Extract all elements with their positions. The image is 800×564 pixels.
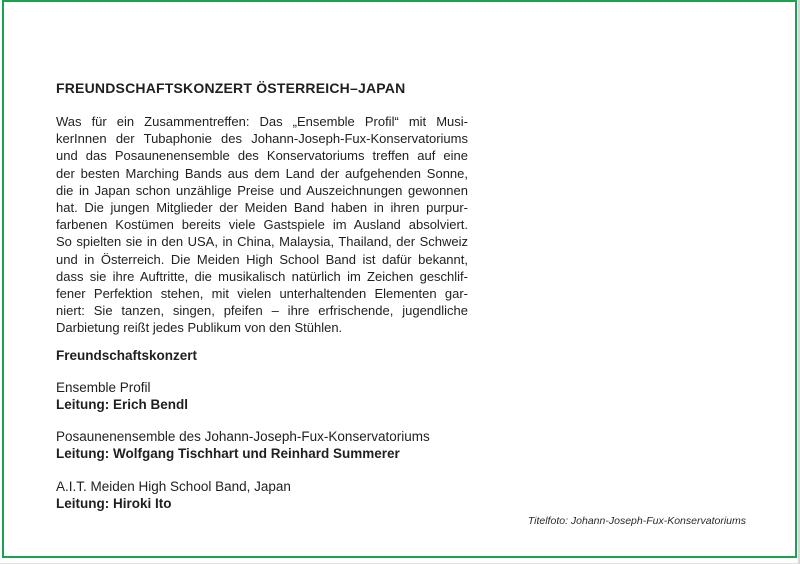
paragraph-line: hat. Die jungen Mitglieder der Meiden Band haben in ihren purpur- <box>56 200 468 216</box>
paragraph-line: und das Posaunenensemble des Konservatoriums treffen auf eine <box>56 148 468 164</box>
paragraph-line: So spielten sie in den USA, in China, Malaysia, Thailand, der Schweiz <box>56 234 468 250</box>
paragraph-line: dass sie ihre Auftritte, die musikalisch natürlich im Zeichen geschlif- <box>56 268 468 284</box>
paragraph-line: und in Österreich. Die Meiden High School Band ist dafür bekannt, <box>56 251 468 267</box>
program-item <box>56 478 468 512</box>
paragraph-line: farbenen Kostümen bereits viele Gastspiele im Ausland absolviert. <box>56 217 468 233</box>
ensemble-leader: Leitung: Erich Bendl <box>56 397 189 413</box>
program-heading: Freundschaftskonzert <box>56 347 198 363</box>
paragraph-line: fener Perfektion stehen, mit vielen unterhaltenden Elementen gar- <box>56 286 468 302</box>
paragraph-line: die in Japan schon unzählige Preise und Auszeichnungen gewonnen <box>56 182 468 198</box>
article-title: FREUNDSCHAFTSKONZERT ÖSTERREICH–JAPAN <box>56 80 406 96</box>
ensemble-name: A.I.T. Meiden High School Band, Japan <box>56 478 291 494</box>
article-content <box>56 80 468 512</box>
paragraph-line: Was für ein Zusammentreffen: Das „Ensemble Profil“ mit Musi- <box>56 114 468 129</box>
body-paragraph <box>56 113 468 337</box>
ensemble-name: Posaunenensemble des Johann-Joseph-Fux-Konservatoriums <box>56 429 430 445</box>
paragraph-line: der besten Marching Bands aus dem Land der aufgehenden Sonne, <box>56 165 468 181</box>
ensemble-leader: Leitung: Hiroki Ito <box>56 495 172 511</box>
paragraph-line: Darbietung reißt jedes Publikum von den Stühlen. <box>56 320 343 336</box>
program-item <box>56 428 468 462</box>
ensemble-name: Ensemble Profil <box>56 379 151 395</box>
paragraph-line: niert: Sie tanzen, singen, pfeifen – ihre erfrischende, jugendliche <box>56 303 468 319</box>
paragraph-line: kerInnen der Tubaphonie des Johann-Joseph-Fux-Konservatoriums <box>56 131 468 147</box>
ensemble-leader: Leitung: Wolfgang Tischhart und Reinhard Summerer <box>56 446 400 462</box>
program-item <box>56 379 468 413</box>
photo-credit: Titelfoto: Johann-Joseph-Fux-Konservatoriums <box>527 515 746 527</box>
